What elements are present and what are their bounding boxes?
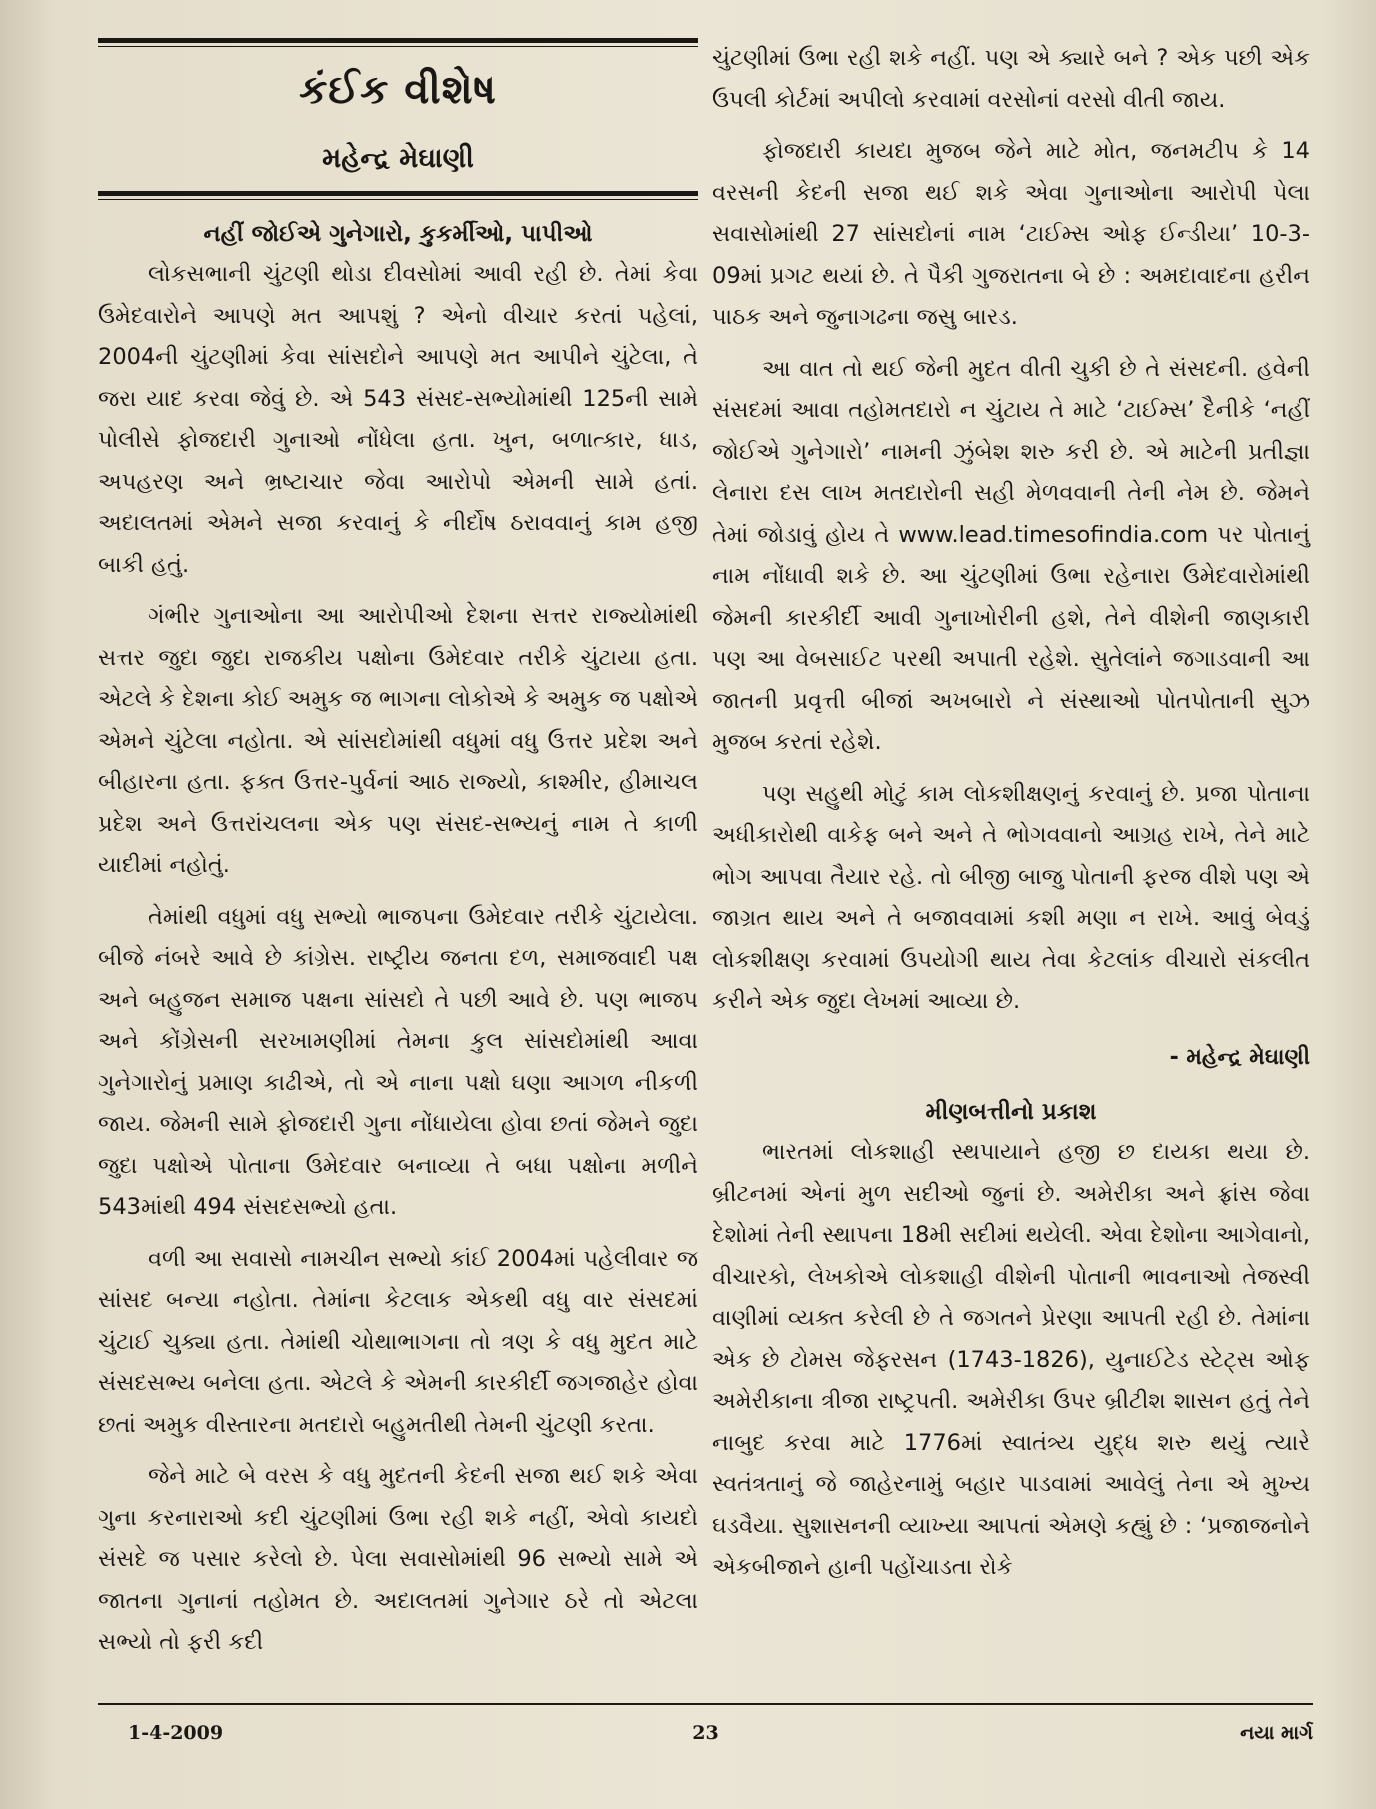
body-paragraph: તેમાંથી વધુમાં વધુ સભ્યો ભાજપના ઉમેદવાર તરીકે ચુંટાયેલા. બીજે નંબરે આવે છે કાંગ્રેસ. રાષ્ટ્રીય જનતા દળ, સમાજવાદી પક્ષ અને બહુજન સમાજ પક્ષના સાંસદો તે પછી આવે છે. પણ ભાજપ અને કોંગ્રેસની સરખામણીમાં તેમના કુલ સાંસદોમાંથી આવા ગુનેગારોનું પ્રમાણ કાઢીએ, તો એ નાના પક્ષો ઘણા આગળ નીકળી જાય. જેમની સામે ફોજદારી ગુના નોંધાયેલા હોવા છતાં જેમને જુદા જુદા પક્ષોએ પોતાના ઉમેદવાર બનાવ્યા તે બધા પક્ષોના મળીને 543માંથી 494 સંસદસભ્યો હતા. <box>98 903 698 1220</box>
footer-rule <box>98 1703 1313 1705</box>
body-paragraph: ગંભીર ગુનાઓના આ આરોપીઓ દેશના સત્તર રાજ્યોમાંથી સત્તર જુદા જુદા રાજકીય પક્ષોના ઉમેદવાર તરીકે ચુંટાયા હતા. એટલે કે દેશના કોઈ અમુક જ ભાગના લોકોએ કે અમુક જ પક્ષોએ એમને ચુંટેલા નહોતા. એ સાંસદોમાંથી વધુમાં વધુ ઉત્તર પ્રદેશ અને બીહારના હતા. ફક્ત ઉત્તર-પુર્વનાં આઠ રાજ્યો, કાશ્મીર, હીમાચલ પ્રદેશ અને ઉત્તરાંચલના એક પણ સંસદ-સભ્યનું નામ તે કાળી યાદીમાં નહોતું. <box>98 603 698 878</box>
article-heading: નહીં જોઈએ ગુનેગારો, કુકર્મીઓ, પાપીઓ <box>203 221 593 247</box>
issue-date: 1-4-2009 <box>128 1722 224 1744</box>
magazine-name: નયા માર્ગ <box>1240 1722 1313 1744</box>
body-paragraph: ફોજદારી કાયદા મુજબ જેને માટે મોત, જનમટીપ કે 14 વરસની કેદની સજા થઈ શકે એવા ગુનાઓના આરોપી પેલા સવાસોમાંથી 27 સાંસદોનાં નામ ‘ટાઈમ્સ ઓફ ઈન્ડીયા’ 10-3- 09માં પ્રગટ થયાં છે. તે પૈકી ગુજરાતના બે છે : અમદાવાદના હરીન પાઠક અને જુનાગઢના જસુ બારડ. <box>712 138 1310 330</box>
section-title: કંઈક વીશેષ <box>299 67 497 113</box>
body-paragraph: લોકસભાની ચુંટણી થોડા દીવસોમાં આવી રહી છે. તેમાં કેવા ઉમેદવારોને આપણે મત આપશું ? એનો વીચાર કરતાં પહેલાં, 2004ની ચુંટણીમાં કેવા સાંસદોને આપણે મત આપીને ચુંટેલા, તે જરા યાદ કરવા જેવું છે. એ 543 સંસદ-સભ્યોમાંથી 125ની સામે પોલીસે ફોજદારી ગુનાઓ નોંધેલા હતા. ખુન, બળાત્કાર, ધાડ, અપહરણ અને ભ્રષ્ટાચાર જેવા આરોપો એમની સામે હતાં. અદાલતમાં એમને સજા કરવાનું કે નીર્દોષ ઠરાવવાનું કામ હજી બાકી હતું. <box>98 261 698 578</box>
author-name: મહેન્દ્ર મેઘાણી <box>322 143 474 174</box>
body-paragraph: ભારતમાં લોકશાહી સ્થપાયાને હજી છ દાયકા થયા છે. બ્રીટનમાં એનાં મુળ સદીઓ જુનાં છે. અમેરીકા અને ફ્રાંસ જેવા દેશોમાં તેની સ્થાપના 18મી સદીમાં થયેલી. એવા દેશોના આગેવાનો, વીચારકો, લેખકોએ લોકશાહી વીશેની પોતાની ભાવનાઓ તેજસ્વી વાણીમાં વ્યક્ત કરેલી છે તે જગતને પ્રેરણા આપતી રહી છે. તેમાંના એક છે ટોમસ જેફરસન (1743-1826), યુનાઈટેડ સ્ટેટ્સ ઓફ અમેરીકાના ત્રીજા રાષ્ટ્રપતી. અમેરીકા ઉપર બ્રીટીશ શાસન હતું તેને નાબુદ કરવા માટે 1776માં સ્વાતંત્ર્ય યુદ્ધ શરુ થયું ત્યારે સ્વતંત્રતાનું જે જાહેરનામું બહાર પાડવામાં આવેલું તેના એ મુખ્ય ઘડવૈયા. સુશાસનની વ્યાખ્યા આપતાં એમણે કહ્યું છે : ‘પ્રજાજનોને એકબીજાને હાની પહોંચાડતા રોકે <box>712 1139 1310 1580</box>
right-column <box>712 38 1310 1589</box>
page-number: 23 <box>692 1722 719 1744</box>
header-rule <box>98 191 698 200</box>
top-rule <box>98 38 698 47</box>
page-footer <box>98 1722 1313 1752</box>
body-paragraph: પણ સહુથી મોટું કામ લોકશીક્ષણનું કરવાનું છે. પ્રજા પોતાના અધીકારોથી વાકેફ બને અને તે ભોગવવાનો આગ્રહ રાખે, તેને માટે ભોગ આપવા તૈયાર રહે. તો બીજી બાજુ પોતાની ફરજ વીશે પણ એ જાગ્રત થાય અને તે બજાવવામાં કશી મણા ન રાખે. આવું બેવડું લોકશીક્ષણ કરવામાં ઉપયોગી થાય તેવા કેટલાંક વીચારો સંકલીત કરીને એક જુદા લેખમાં આવ્યા છે. <box>712 780 1311 1014</box>
article-signature: - મહેન્દ્ર મેઘાણી <box>1169 1044 1310 1070</box>
body-paragraph: જેને માટે બે વરસ કે વધુ મુદતની કેદની સજા થઈ શકે એવા ગુના કરનારાઓ કદી ચુંટણીમાં ઉભા રહી શકે નહીં, એવો કાયદો સંસદે જ પસાર કરેલો છે. પેલા સવાસોમાંથી 96 સભ્યો સામે એ જાતના ગુનાનાં તહોમત છે. અદાલતમાં ગુનેગાર ઠરે તો એટલા સભ્યો તો ફરી કદી <box>98 1463 698 1655</box>
article-heading: મીણબત્તીનો પ્રકાશ <box>925 1099 1097 1125</box>
body-paragraph: વળી આ સવાસો નામચીન સભ્યો કાંઈ 2004માં પહેલીવાર જ સાંસદ બન્યા નહોતા. તેમાંના કેટલાક એકથી વધુ વાર સંસદમાં ચુંટાઈ ચુક્યા હતા. તેમાંથી ચોથાભાગના તો ત્રણ કે વધુ મુદત માટે સંસદસભ્ય બનેલા હતા. એટલે કે એમની કારકીર્દી જગજાહેર હોવા છતાં અમુક વીસ્તારના મતદારો બહુમતીથી તેમની ચુંટણી કરતા. <box>98 1245 698 1438</box>
body-paragraph: ચુંટણીમાં ઉભા રહી શકે નહીં. પણ એ ક્યારે બને ? એક પછી એક ઉપલી કોર્ટમાં અપીલો કરવામાં વરસોનાં વરસો વીતી જાય. <box>712 45 1310 113</box>
left-column <box>98 38 698 1664</box>
body-paragraph: આ વાત તો થઈ જેની મુદત વીતી ચુકી છે તે સંસદની. હવેની સંસદમાં આવા તહોમતદારો ન ચુંટાય તે માટે ‘ટાઈમ્સ’ દૈનીકે ‘નહીં જોઈએ ગુનેગારો’ નામની ઝુંબેશ શરુ કરી છે. એ માટેની પ્રતીજ્ઞા લેનારા દસ લાખ મતદારોની સહી મેળવવાની તેની નેમ છે. જેમને તેમાં જોડાવું હોય તે www.lead.timesofindia.com પર પોતાનું નામ નોંધાવી શકે છે. આ ચુંટણીમાં ઉભા રહેનારા ઉમેદવારોમાંથી જેમની કારકીર્દી આવી ગુનાખોરીની હશે, તેને વીશેની જાણકારી પણ આ વેબસાઈટ પરથી અપાતી રહેશે. સુતેલાંને જગાડવાની આ જાતની પ્રવૃત્તી બીજાં અખબારો ને સંસ્થાઓ પોતપોતાની સુઝ મુજબ કરતાં રહેશે. <box>712 355 1310 755</box>
